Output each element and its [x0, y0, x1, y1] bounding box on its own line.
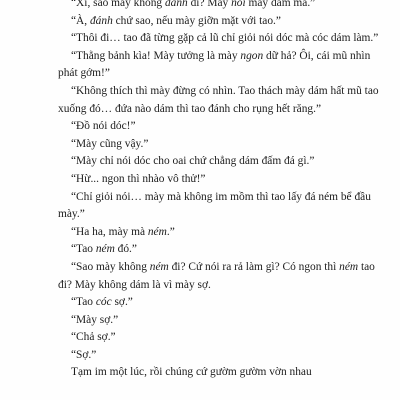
paragraph: [58, 329, 382, 347]
paragraph: [58, 312, 382, 330]
text-run: “Chỉ giỏi nói… mày mà không im mồm thì tao lấy đá ném bể đầu mày.”: [58, 190, 371, 221]
italic-text: ngon: [240, 49, 264, 62]
italic-text: nói: [231, 0, 246, 9]
text-run: sợ.”: [111, 296, 133, 309]
text-run: “Thằng bảnh kìa! Mày tưởng là mày: [71, 49, 241, 62]
paragraph: [58, 48, 382, 83]
paragraph: [58, 136, 382, 154]
text-run: Tạm im một lúc, rồi chúng cứ gườm gườm vờn nhau: [71, 366, 312, 379]
paragraph: [58, 153, 382, 171]
text-run: đó.”: [114, 243, 137, 256]
paragraph: [58, 30, 382, 48]
text-run: “Chả sợ.”: [71, 331, 116, 344]
italic-text: ném: [147, 225, 167, 238]
text-run: “Tao: [71, 243, 96, 256]
text-run: mày dám mà.”: [245, 0, 316, 9]
text-run: “Mày cũng vậy.”: [71, 137, 149, 150]
text-run: “Xì, sao mày không: [71, 0, 165, 9]
italic-text: đánh: [164, 0, 188, 9]
paragraph: [58, 13, 382, 31]
text-run: “Hừ... ngon thì nhào vô thử!”: [71, 172, 206, 185]
text-run: đi? Cứ nói ra rả làm gì? Có ngon thì: [168, 260, 340, 273]
text-run: “Sợ.”: [71, 348, 97, 361]
text-run: “Sao mày không: [71, 260, 150, 273]
text-run: “Thôi đi… tao đã từng gặp cả lũ chỉ giỏi nói dóc mà cóc dám làm.”: [71, 32, 379, 45]
paragraph: [58, 259, 382, 294]
text-run: .”: [166, 225, 175, 238]
paragraph: [58, 347, 382, 365]
paragraph: [58, 224, 382, 242]
paragraph: [58, 294, 382, 312]
paragraph: [58, 118, 382, 136]
text-run: đi? Mày: [187, 0, 232, 9]
text-run: “Đồ nói dóc!”: [71, 120, 136, 133]
text-run: “Tao: [71, 296, 96, 309]
italic-text: đánh: [89, 14, 113, 27]
text-run: tao đi? Mày không dám là vì mày sợ.: [58, 260, 375, 291]
paragraph: [58, 83, 382, 118]
text-run: “Ha ha, mày mà: [71, 225, 148, 238]
body-text: [58, 0, 382, 382]
italic-text: ném: [149, 260, 169, 273]
text-run: “Mày chỉ nói dóc cho oai chứ chẳng dám đấm đá gì.”: [71, 155, 315, 168]
text-run: “À,: [71, 14, 90, 27]
paragraph: [58, 0, 382, 13]
text-run: chứ sao, nếu mày giỡn mặt với tao.”: [112, 14, 281, 27]
paragraph: [58, 364, 382, 382]
italic-text: ném: [339, 260, 359, 273]
italic-text: ném: [95, 243, 115, 256]
paragraph: [58, 189, 382, 224]
text-run: “Mày sợ.”: [71, 313, 119, 326]
italic-text: cóc: [95, 296, 112, 309]
text-run: “Không thích thì mày đừng có nhìn. Tao thách mày dám hất mũ tao xuống đó… đứa nào dám thì tao đánh cho rụng hết răng.”: [58, 84, 379, 115]
paragraph: [58, 241, 382, 259]
text-run: dữ hả? Ôi, cái mũ nhìn phát gớm!”: [58, 49, 371, 80]
paragraph: [58, 171, 382, 189]
